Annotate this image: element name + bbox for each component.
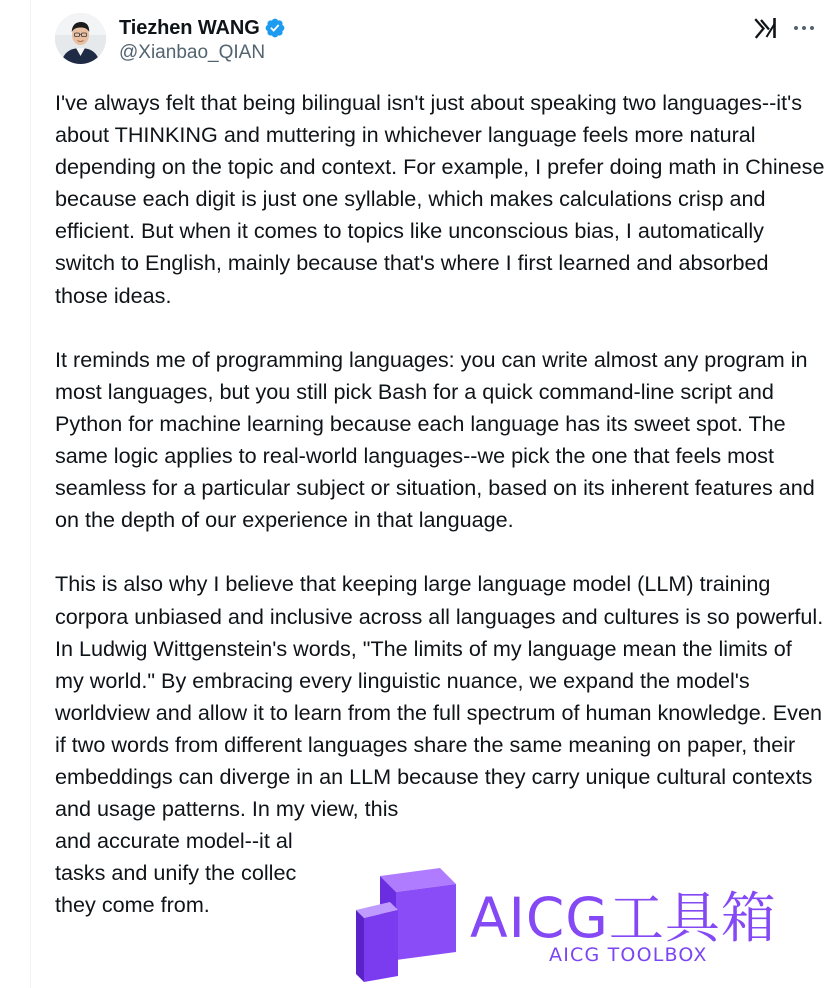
post-header	[55, 13, 817, 69]
watermark-title: AICG工具箱	[470, 886, 777, 950]
grok-icon[interactable]	[753, 15, 779, 41]
post-paragraph-1: I've always felt that being bilingual isn't just about speaking two languages--it's about THINKING and muttering in whichever language feels more natural depending on the topic and context. For example, I prefer doing math in Chinese because each digit is just one syllable, which makes calculations crisp and efficient. But when it comes to topics like unconscious bias, I automatically switch to English, mainly because that's where I first learned and absorbed those ideas.	[55, 90, 830, 308]
aicg-logo-icon	[352, 864, 464, 982]
author-names	[119, 15, 286, 65]
display-name[interactable]: Tiezhen WANG	[119, 16, 260, 39]
profile-photo-icon	[55, 13, 106, 64]
post-container	[30, 0, 830, 988]
post-body	[55, 87, 830, 921]
display-name-row	[119, 15, 286, 41]
avatar[interactable]	[55, 13, 106, 64]
post-paragraph-2: It reminds me of programming languages: you can write almost any program in most languages, but you still pick Bash for a quick command-line script and Python for machine learning because each language has its sweet spot. The same logic applies to real-world languages--we pick the one that feels most seamless for a particular subject or situation, based on its inherent features and on the depth of our experience in that language.	[55, 346, 821, 533]
watermark-subtitle: AICG TOOLBOX	[549, 944, 708, 966]
header-actions	[753, 15, 817, 41]
aicg-watermark	[352, 864, 792, 982]
verified-badge-icon[interactable]	[264, 17, 286, 39]
author-handle[interactable]: @Xianbao_QIAN	[119, 42, 266, 63]
more-options-icon[interactable]	[791, 15, 817, 41]
post-paragraph-3: This is also why I believe that keeping large language model (LLM) training corpora unbiased and inclusive across all languages and cultures is so powerful. In Ludwig Wittgenstein's words, "The limits of my language mean the limits of my world." By embracing every linguistic nuance, we expand the model's worldview and allow it to learn from the full spectrum of human knowledge. Even if two words from different languages share the same meaning on paper, their embeddings can diverge in an LLM because they carry unique cultural contexts and usage patterns. In my view, this and accurate model--it al tasks and unify the collec they come from.	[55, 571, 824, 918]
